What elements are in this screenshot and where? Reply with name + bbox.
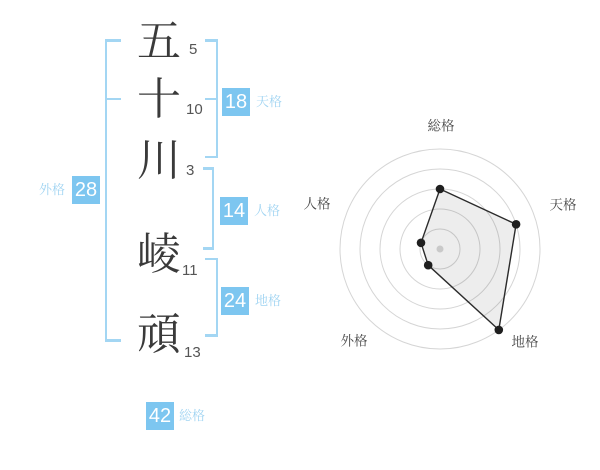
svg-text:人格: 人格 — [303, 196, 331, 212]
tenkaku-value-badge: 18 — [222, 88, 250, 116]
chikaku-label: 地格 — [255, 293, 282, 308]
sotokaku-value-badge: 28 — [72, 176, 100, 204]
soukaku-label: 総格 — [179, 408, 206, 423]
name-char-3: 川 — [137, 136, 181, 185]
svg-text:地格: 地格 — [511, 334, 539, 350]
stroke-count-4: 11 — [182, 262, 198, 279]
tenkaku-label: 天格 — [256, 94, 283, 109]
stroke-count-1: 5 — [189, 41, 198, 58]
name-char-5: 頑 — [137, 310, 181, 359]
stroke-count-5: 13 — [184, 344, 201, 361]
jinkaku-label: 人格 — [254, 203, 281, 218]
chikaku-value-badge: 24 — [221, 287, 249, 315]
svg-text:外格: 外格 — [340, 333, 368, 349]
jinkaku-value-badge: 14 — [220, 197, 248, 225]
stroke-count-2: 10 — [186, 101, 203, 118]
name-char-1: 五 — [137, 17, 181, 66]
stroke-count-3: 3 — [186, 162, 195, 179]
name-char-4: 崚 — [137, 230, 181, 279]
svg-text:総格: 総格 — [427, 118, 455, 134]
svg-text:天格: 天格 — [549, 197, 577, 213]
soukaku-value-badge: 42 — [146, 402, 174, 430]
fortune-radar-chart — [300, 95, 590, 375]
name-char-2: 十 — [137, 75, 181, 124]
sotokaku-label: 外格 — [39, 182, 66, 197]
